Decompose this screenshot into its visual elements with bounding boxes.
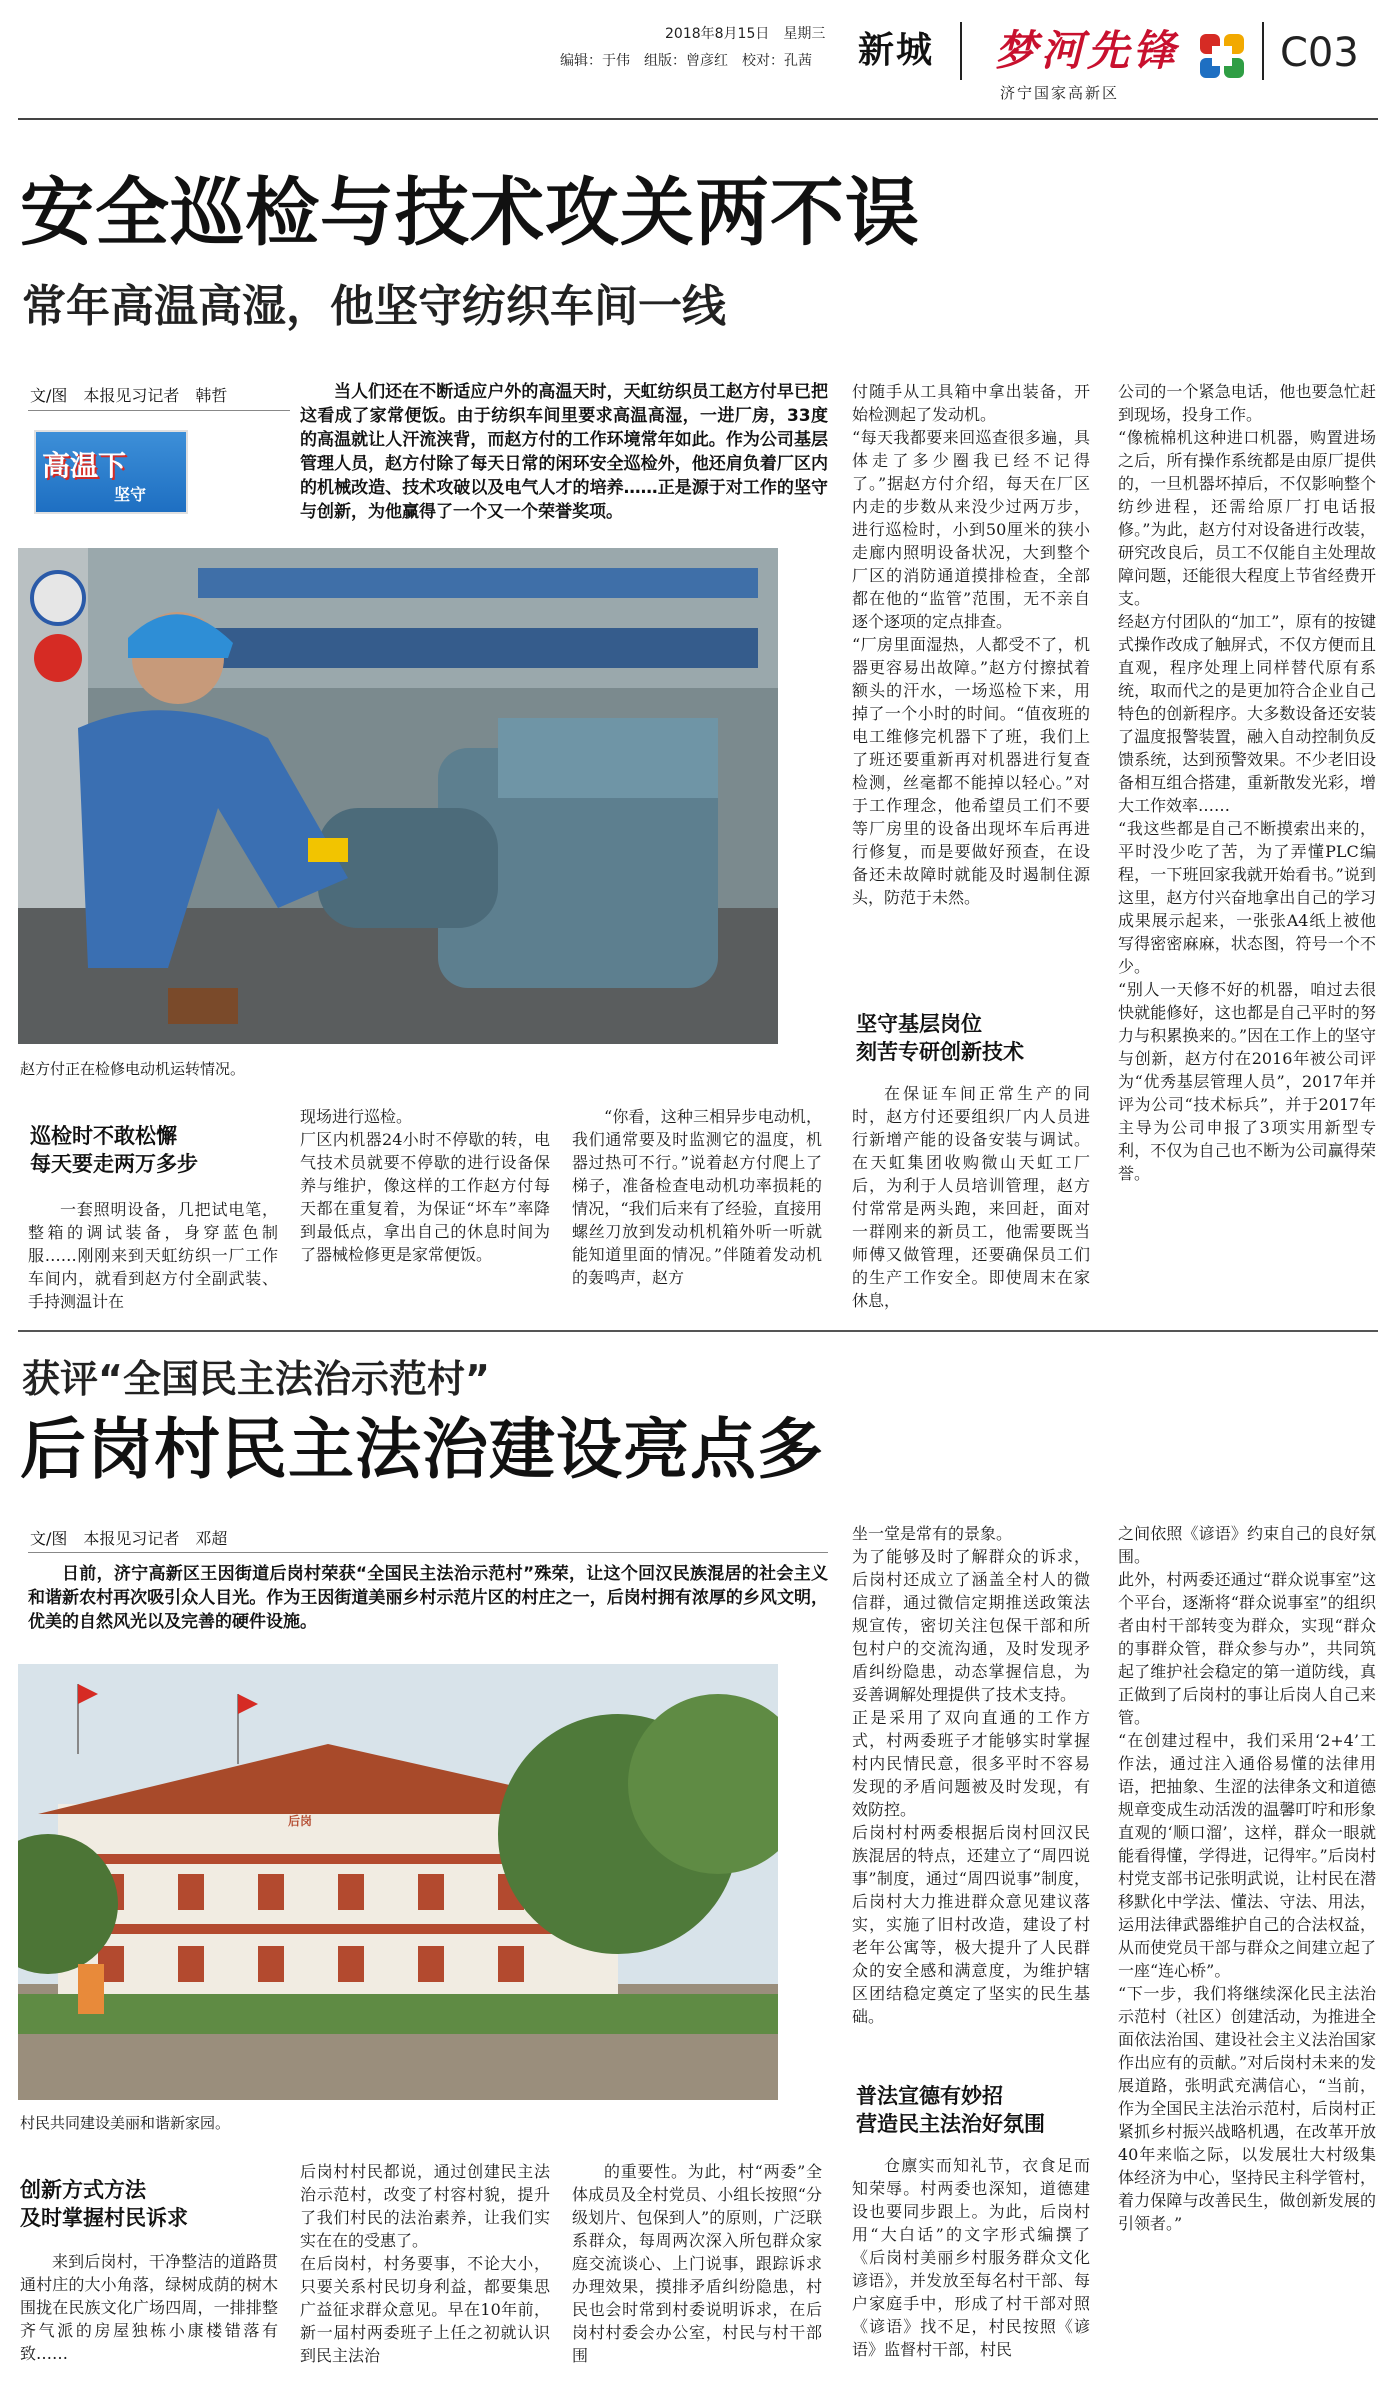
article2-col-d: 坐一堂是常有的景象。 为了能够及时了解群众的诉求，后岗村还成立了涵盖全村人的微信群，通过微信定期推送政策法规宣传，密切关注包保干部和所包村户的交流沟通，及时发现矛盾纠纷隐患，动态掌握信息，为妥善调解处理提供了技术支持。 正是采用了双向直通的工作方式，村两委班子才能够实时掌握村内民情民意，很多平时不容易发现的矛盾问题被及时发现，有效防控。 后岗村村两委根据后岗村回汉民族混居的特点，还建立了“周四说事”制度，通过“周四说事”制度，后岗村大力推进群众意见建议落实，实施了旧村改造，建设了村老年公寓等，极大提升了人民群众的安全感和满意度，为维护辖区团结稳定奠定了坚实的民生基础。 [852,1524,1090,2026]
article1-section2-title: 坚守基层岗位 刻苦专研创新技术 [856,1012,1024,1064]
masthead-divider [960,22,962,80]
article1-col-b: 现场进行巡检。 厂区内机器24小时不停歇的转，电气技术员就要不停歇的进行设备保养与维护，像这样的工作赵方付每天都在重复着，为保证“坏车”率降到最低点，拿出自己的休息时间为了器械检修更是家常便饭。 [300,1107,550,1264]
article2-title: 后岗村民主法治建设亮点多 [20,1411,824,1488]
article1-lede: 当人们还在不断适应户外的高温天时，天虹纺织员工赵方付早已把这看成了家常便饭。由于纺织车间里要求高温高湿，一进厂房，33度的高温就让人汗流浃背，而赵方付的工作环境常年如此。作为公司基层管理人员，赵方付除了每天日常的闲环安全巡检外，他还肩负着厂区内的机械改造、技术攻破以及电气人才的培养……正是源于对工作的坚守与创新，为他赢得了一个又一个荣誉奖项。 [300,382,828,522]
masthead-divider-2 [1262,22,1264,80]
article2-section1-title: 创新方式方法 及时掌握村民诉求 [20,2178,188,2230]
article1-subtitle: 常年高温高湿，他坚守纺织车间一线 [22,281,726,332]
column-badge [34,430,188,514]
byline-rule [28,410,290,411]
article2-col-d2: 仓廪实而知礼节，衣食足而知荣辱。村两委也深知，道德建设也要同步跟上。为此，后岗村用“大白话”的文字形式编撰了《后岗村美丽乡村服务群众文化谚语》，并发放至每名村干部、每户家庭手中，形成了村干部对照《谚语》找不足，村民按照《谚语》监督村干部，村民 [852,2156,1090,2359]
article2-col-e: 之间依照《谚语》约束自己的良好氛围。 此外，村两委还通过“群众说事室”这个平台，逐渐将“群众说事室”的组织者由村干部转变为群众，实现“群众的事群众管，群众参与办”，共同筑起了维护社会稳定的第一道防线，真正做到了后岗村的事让后岗人自己来管。 “在创建过程中，我们采用‘2+4’工作法，通过注入通俗易懂的法律用语，把抽象、生涩的法律条文和道德规章变成生动活泼的温馨叮咛和形象直观的‘顺口溜’，这样，群众一眼就能看得懂，学得进，记得牢。”后岗村村党支部书记张明武说，让村民在潜移默化中学法、懂法、守法、用法，运用法律武器维护自己的合法权益，从而使党员干部与群众之间建立起了一座“连心桥”。 “下一步，我们将继续深化民主法治示范村（社区）创建活动，为推进全面依法治国、建设社会主义法治国家作出应有的贡献。”对后岗村未来的发展道路，张明武充满信心，“当前，作为全国民主法治示范村，后岗村正紧抓乡村振兴战略机遇，在改革开放40年来临之际，以发展壮大村级集体经济为中心，坚持民主科学管村，着力保障与改善民生，做创新发展的引领者。” [1118,1524,1376,2233]
article2-section2-title: 普法宣德有妙招 营造民主法治好氛围 [856,2084,1045,2136]
byline2-rule [28,1552,828,1553]
badge-sub-text: 坚守 [114,485,147,504]
article1-col-c: “你看，这种三相异步电动机，我们通常要及时监测它的温度，机器过热可不行。”说着赵方付爬上了梯子，准备检查电动机功率损耗的情况，“我们后来有了经验，直接用螺丝刀放到发动机机箱外听一听就能知道里面的情况。”伴随着发动机的轰鸣声，赵方 [572,1107,822,1287]
four-petal-logo-icon [1198,32,1246,80]
article2-col-c: 的重要性。为此，村“两委”全体成员及全村党员、小组长按照“分级划片、包保到人”的原则，广泛联系群众，每周两次深入所包群众家庭交流谈心、上门说事，跟踪诉求办理效果，摸排矛盾纠纷隐患，村民也会时常到村委说明诉求，在后岗村村委会办公室，村民与村干部围 [572,2162,822,2365]
date-line: 2018年8月15日 星期三 [665,26,826,42]
article1-byline: 文/图 本报见习记者 韩哲 [30,386,228,405]
article1-title: 安全巡检与技术攻关两不误 [20,170,920,256]
article2-kicker: 获评“全国民主法治示范村” [22,1357,490,1401]
article2-byline: 文/图 本报见习记者 邓超 [30,1529,228,1548]
motor-photo [18,548,778,1044]
editor-line: 编辑：于伟 组版：曾彦红 校对：孔茜 [560,53,812,69]
photo1-caption: 赵方付正在检修电动机运转情况。 [20,1060,246,1078]
badge-main-text: 高温下 [42,449,127,482]
building-sign: 后岗 [288,1814,313,1828]
article1-col-e: 公司的一个紧急电话，他也要急忙赶到现场，投身工作。 “像梳棉机这种进口机器，购置进场之后，所有操作系统都是由原厂提供的，一旦机器坏掉后，不仅影响整个纺纱进程，还需给原厂打电话报修。”为此，赵方付对设备进行改装，研究改良后，员工不仅能自主处理故障问题，还能很大程度上节省经费开支。 经赵方付团队的“加工”，原有的按键式操作改成了触屏式，不仅方便而且直观，程序处理上同样替代原有系统，取而代之的是更加符合企业自己特色的创新程序。大多数设备还安装了温度报警装置，融入自动控制负反馈系统，达到预警效果。不少老旧设备相互组合搭建，重新散发光彩，增大工作效率…… “我这些都是自己不断摸索出来的，平时没少吃了苦，为了弄懂PLC编程，一下班回家我就开始看书。”说到这里，赵方付兴奋地拿出自己的学习成果展示起来，一张张A4纸上被他写得密密麻麻，状态图，符号一个不少。 “别人一天修不好的机器，咱过去很快就能修好，这也都是自己平时的努力与积累换来的。”因在工作上的坚守与创新，赵方付在2016年被公司评为“优秀基层管理人员”，2017年并评为公司“技术标兵”，并于2017年主导为公司申报了3项实用新型专利，不仅为自己也不断为公司赢得荣誉。 [1118,382,1376,1183]
article1-section1-title: 巡检时不敢松懈 每天要走两万多步 [30,1124,198,1176]
photo2-caption: 村民共同建设美丽和谐新家园。 [20,2114,231,2132]
article1-col-d: 付随手从工具箱中拿出装备，开始检测起了发动机。 “每天我都要来回巡查很多遍，具体走了多少圈我已经不记得了。”据赵方付介绍，每天在厂区内走的步数从来没少过两万步，进行巡检时，小到50厘米的狭小走廊内照明设备状况，大到整个厂区的消防通道摸排检查，全部都在他的“监管”范围，无不亲自逐个逐项的定点排查。 “厂房里面湿热，人都受不了，机器更容易出故障。”赵方付擦拭着额头的汗水，一场巡检下来，用掉了一个小时的时间。“值夜班的电工维修完机器下了班，我们上了班还要重新再对机器进行复查检测，丝毫都不能掉以轻心。”对于工作理念，他希望员工们不要等厂房里的设备出现坏车后再进行修复，而是要做好预查，在设备还未故障时就能及时遏制住源头，防范于未然。 [852,382,1090,907]
article2-col-b: 后岗村村民都说，通过创建民主法治示范村，改变了村容村貌，提升了我们村民的法治素养，让我们实实在在的受惠了。 在后岗村，村务要事，不论大小，只要关系村民切身利益，都要集思广益征求群众意见。早在10年前，新一届村两委班子上任之初就认识到民主法治 [300,2162,550,2365]
masthead-bottom-rule [18,118,1378,120]
article1-col-d2: 在保证车间正常生产的同时，赵方付还要组织厂内人员进行新增产能的设备安装与调试。在天虹集团收购微山天虹工厂后，为利于人员培训管理，赵方付常常是两头跑，来回赶，面对一群刚来的新员工，他需要既当师傅又做管理，还要确保员工们的生产工作安全。即使周末在家休息， [852,1084,1090,1310]
village-photo [18,1664,778,2100]
article1-col-a: 一套照明设备，几把试电笔，整箱的调试装备，身穿蓝色制服……刚刚来到天虹纺织一厂工作车间内，就看到赵方付全副武装、手持测温计在 [28,1200,278,1311]
paper-name: 梦河先锋 [995,26,1180,75]
article2-lede: 日前，济宁高新区王因街道后岗村荣获“全国民主法治示范村”殊荣，让这个回汉民族混居的社会主义和谐新农村再次吸引众人目光。作为王因街道美丽乡村示范片区的村庄之一，后岗村拥有浓厚的乡风文明，优美的自然风光以及完善的硬件设施。 [28,1564,828,1632]
page-number: C03 [1280,30,1359,76]
section-name: 新城 [858,30,935,71]
district-name: 济宁国家高新区 [1000,84,1120,102]
article2-col-a: 来到后岗村，干净整洁的道路贯通村庄的大小角落，绿树成荫的树木围拢在民族文化广场四周，一排排整齐气派的房屋独栋小康楼错落有致…… [20,2252,278,2363]
article-separator [18,1330,1378,1332]
